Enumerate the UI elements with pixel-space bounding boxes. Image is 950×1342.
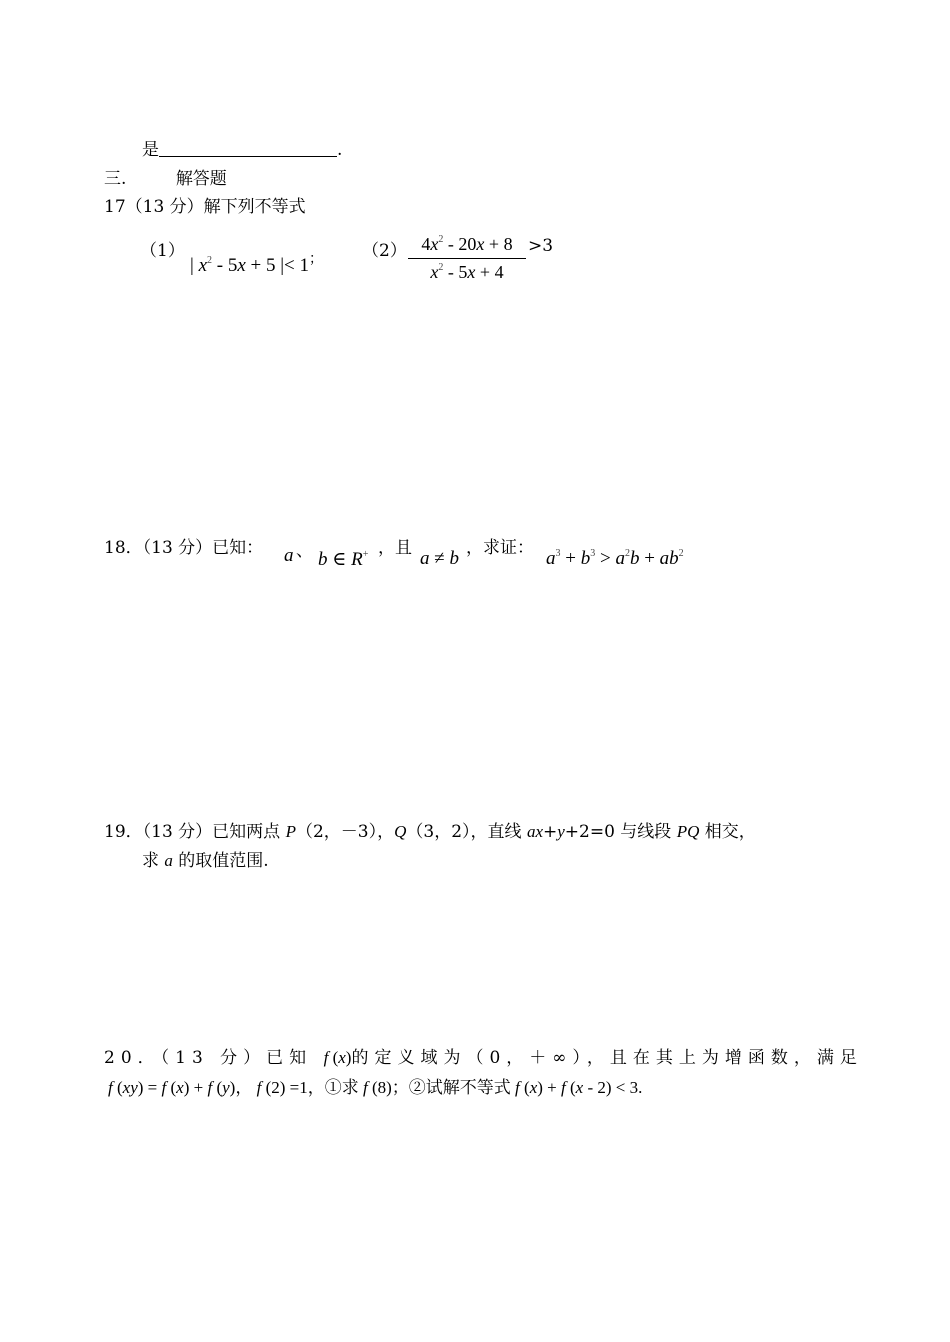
q20-line1: 20．（13 分）已知 f (x)的定义域为（0，＋∞），且在其上为增函数，满足 bbox=[104, 1048, 863, 1068]
q20-line2: f (xy) = f (x) + f (y)， f (2) =1，①求 f (8)；②试解不等式 f (x) + f (x - 2) < 3. bbox=[108, 1078, 643, 1097]
section-heading bbox=[104, 164, 227, 189]
section-title: 解答题 bbox=[175, 169, 227, 189]
fraction-denominator: $x^2 - 5x + 4$ bbox=[430, 262, 504, 282]
fill-in-suffix: . bbox=[337, 140, 343, 160]
q17-part1-separator: ； bbox=[309, 252, 323, 267]
answer-blank[interactable] bbox=[159, 140, 337, 157]
q17-part1-label: （1） bbox=[140, 241, 185, 261]
q17-part2-label: （2） bbox=[362, 241, 407, 261]
q17-part2-fraction bbox=[408, 234, 526, 283]
q19-line2: 求 a 的取值范围. bbox=[142, 851, 269, 871]
q17-part1-math: | $x^2 - 5x + 5$ |< 1； bbox=[190, 252, 323, 276]
q17-header: 17（13 分）解下列不等式 bbox=[104, 197, 306, 217]
section-number: 三. bbox=[104, 169, 127, 189]
fraction-bar bbox=[408, 258, 526, 259]
fraction-numerator: $4x^2 - 20x + 8$ bbox=[421, 234, 513, 254]
q18-condition-b: b ∈ R+ bbox=[318, 549, 369, 570]
q18-separator: 、 bbox=[296, 541, 313, 561]
q18-and: ，且 bbox=[378, 538, 412, 558]
q19-line1: 19．（13 分）已知两点 P（2，－3），Q（3，2），直线 ax+y+2=0 与线段 PQ 相交， bbox=[104, 822, 756, 842]
fill-in-line bbox=[142, 135, 342, 160]
q18-claim: $a^3 + b^3 > a^2b + ab^2$ bbox=[546, 548, 684, 569]
q18-condition-neq: a ≠ b bbox=[420, 548, 459, 569]
fill-in-prefix: 是 bbox=[142, 140, 159, 160]
q18-header: 18．（13 分）已知： bbox=[104, 538, 264, 558]
q17-part2-rhs: >3 bbox=[528, 236, 554, 256]
q18-var-a: a bbox=[284, 545, 294, 566]
q18-prove-label: ，求证： bbox=[466, 538, 534, 558]
